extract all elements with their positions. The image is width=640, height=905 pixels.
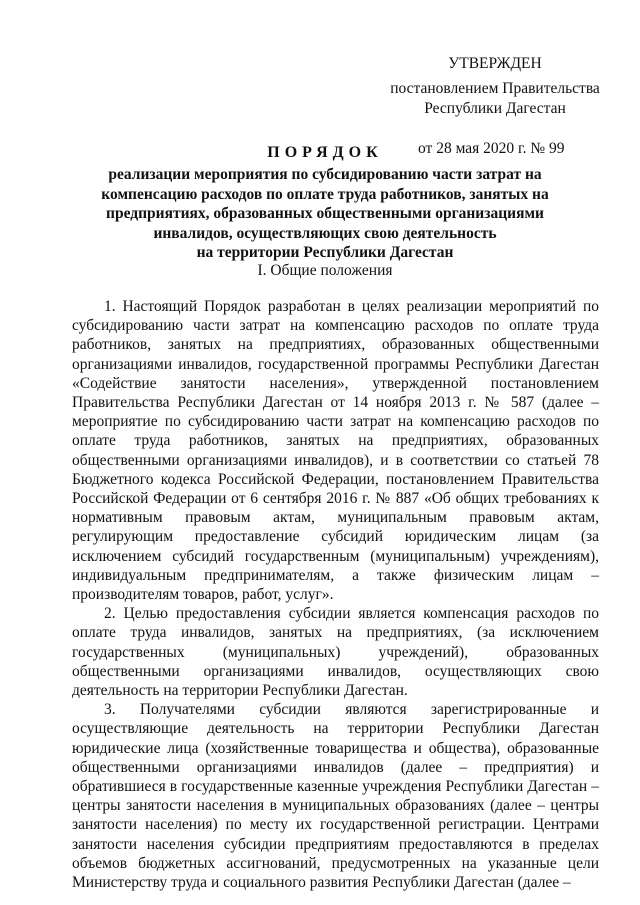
document-title-block bbox=[70, 143, 580, 263]
paragraph-1: 1. Настоящий Порядок разработан в целях реализации мероприятий по субсидированию части затрат на компенсацию расходов по оплате труда работников, занятых на предприятиях, образованных общественными организациями инвалидов, государственной программы Республики Дагестан «Содействие занятости населения», утвержденной постановлением Правительства Республики Дагестан от 14 ноября 2013 г. № 587 (далее – мероприятие по субсидированию части затрат на компенсацию расходов по оплате труда работников, занятых на предприятиях, образованных общественными организациями инвалидов), и в соответствии со статьей 78 Бюджетного кодекса Российской Федерации, постановлением Правительства Российской Федерации от 6 сентября 2016 г. № 887 «Об общих требованиях к нормативным правовым актам, муниципальным правовым актам, регулирующим предоставление субсидий юридическим лицам (за исключением субсидий государственным (муниципальным) учреждениям), индивидуальным предпринимателям, а также физическим лицам – производителям товаров, работ, услуг». bbox=[72, 298, 599, 604]
document-body bbox=[72, 297, 599, 892]
subtitle-line: на территории Республики Дагестан bbox=[196, 244, 454, 261]
approval-date: от 28 мая 2020 г. № 99 bbox=[418, 140, 565, 157]
document-subtitle bbox=[70, 165, 580, 263]
approval-line-3: Республики Дагестан bbox=[424, 100, 566, 117]
subtitle-line: реализации мероприятия по субсидированию части затрат на bbox=[108, 166, 542, 183]
subtitle-line: инвалидов, осуществляющих свою деятельность bbox=[153, 224, 497, 242]
paragraph-3: 3. Получателями субсидии являются зарегистрированные и осуществляющие деятельность на территории Республики Дагестан юридические лица (хозяйственные товарищества и общества), образованные общественными организациями инвалидов (далее – предприятия) и обратившиеся в государственные казенные учреждения Республики Дагестан – центры занятости населения в муниципальных образованиях (далее – центры занятости населения) по месту их государственной регистрации. Центрами занятости населения субсидии предприятиям предоставляются в пределах объемов бюджетных ассигнований, предусмотренных на указанные цели Министерству труда и социального развития Республики Дагестан (далее – bbox=[72, 701, 599, 892]
section-heading: I. Общие положения bbox=[257, 262, 393, 279]
document-title: ПОРЯДОК bbox=[267, 144, 383, 161]
approval-title: УТВЕРЖДЕН bbox=[448, 55, 542, 72]
subtitle-line: компенсацию расходов по оплате труда работников, занятых на bbox=[101, 185, 549, 203]
subtitle-line: предприятиях, образованных общественными организациями bbox=[106, 205, 544, 222]
paragraph-2: 2. Целью предоставления субсидии является компенсация расходов по оплате труда инвалидов, занятых на предприятиях, (за исключением государственных (муниципальных) учреждений), образованных общественными организациями инвалидов, осуществляющих свою деятельность на территории Республики Дагестан. bbox=[72, 605, 599, 700]
approval-line-2: постановлением Правительства bbox=[390, 80, 600, 97]
